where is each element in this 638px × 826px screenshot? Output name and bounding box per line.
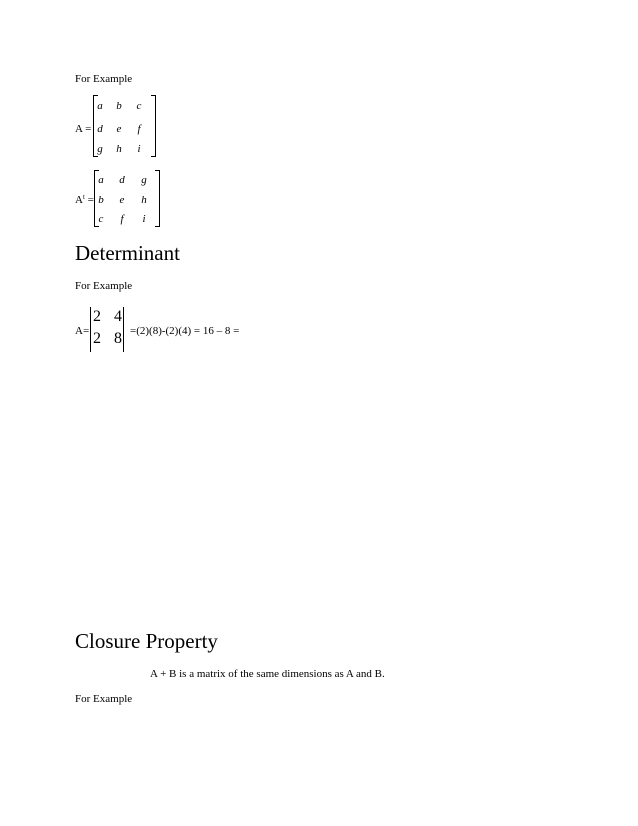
matrix-a-transpose [75, 165, 175, 230]
transpose-intro-text: For Example [75, 73, 133, 85]
matrix-a [75, 90, 175, 160]
matrix-a-cell: h [116, 143, 122, 155]
matrix-at-label: $A^t$ = [75, 193, 94, 206]
matrix-at-cell: g [141, 174, 147, 186]
closure-intro-text: For Example [75, 693, 133, 705]
matrix-at-cell: a [98, 174, 104, 186]
closure-heading: Closure Property [75, 629, 218, 653]
matrix-a-cell: i [137, 143, 141, 155]
determinant-cell: 4 [114, 308, 122, 325]
matrix-a-cell: e [116, 123, 122, 135]
matrix-at-cell: f [120, 213, 124, 225]
matrix-a-cell: d [97, 123, 103, 135]
matrix-at-cell: i [142, 213, 146, 225]
closure-statement: A + B is a matrix of the same dimensions as A and B. [150, 668, 385, 680]
determinant-cell: 2 [93, 330, 101, 347]
matrix-at-cell: b [98, 194, 104, 206]
matrix-a-cell: a [97, 100, 103, 112]
determinant-intro-text: For Example [75, 280, 133, 292]
matrix-a-cell: g [97, 143, 103, 155]
matrix-at-cell: d [119, 174, 125, 186]
matrix-at-cell: e [119, 194, 125, 206]
determinant-cell: 8 [114, 330, 122, 347]
matrix-a-cell: b [116, 100, 122, 112]
matrix-a-cell: c [136, 100, 142, 112]
determinant-label: A= [75, 325, 90, 337]
matrix-at-right-bracket [155, 170, 160, 227]
determinant-example [75, 305, 275, 355]
matrix-a-label: A = [75, 123, 92, 135]
determinant-heading: Determinant [75, 241, 180, 265]
determinant-expression: =(2)(8)-(2)(4) = 16 – 8 = [130, 325, 240, 337]
determinant-cell: 2 [93, 308, 101, 325]
matrix-a-right-bracket [151, 95, 156, 157]
matrix-at-cell: h [141, 194, 147, 206]
matrix-a-cell: f [137, 123, 141, 135]
matrix-at-cell: c [98, 213, 104, 225]
